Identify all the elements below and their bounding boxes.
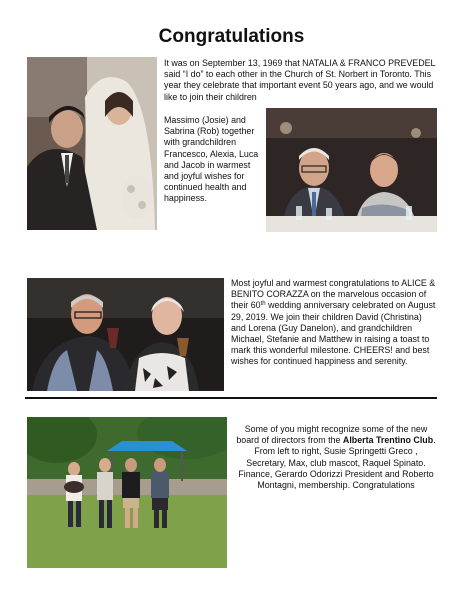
article2-text bbox=[231, 278, 438, 368]
article1-wrap-text: Massimo (Josie) and Sabrina (Rob) together with grandchildren Francesco, Alexia, Luca and Jacob in warmest and joyful wishes for continued health and happiness. bbox=[164, 115, 259, 204]
article3-club-name: Alberta Trentino Club bbox=[342, 435, 434, 446]
section-divider bbox=[25, 397, 437, 399]
article2-sup: th bbox=[260, 301, 266, 308]
board-photo bbox=[27, 417, 227, 568]
toast-photo bbox=[27, 278, 224, 391]
couple-dinner-photo bbox=[266, 108, 437, 232]
article2-part1: Most joyful and warmest congratulations to ALICE & BENITO CORAZZA on the marvelous occasion of their 60 bbox=[231, 278, 436, 311]
article3-part2: . From left to right, Susie Springetti Greco , Secretary, Max, club mascot, Raquel Spinato. Finance, Gerardo Odorizzi President and Roberto Montagni, membership. Congratulations bbox=[238, 435, 436, 491]
article1-lead-text: It was on September 13, 1969 that NATALIA & FRANCO PREVEDEL said “I do” to each other in the Church of St. Norbert in Toronto. This year they celebrate that important event 50 years ago, and we would like to join their children bbox=[164, 58, 436, 102]
page-title: Congratulations bbox=[158, 26, 305, 47]
article3-text bbox=[235, 424, 437, 491]
article2-part2: wedding anniversary celebrated on August 29, 2019. We join their children David (Christina) and Lorena (Guy Danelon), and grandchildren Michael, Stefanie and Matthew in raising a toast to mark this wonderful milestone. CHEERS! and best wishes for continued happiness and serenity. bbox=[231, 300, 436, 367]
article3-part1: Some of you might recognize some of the new board of directors from the bbox=[236, 424, 428, 446]
wedding-photo bbox=[27, 57, 157, 230]
